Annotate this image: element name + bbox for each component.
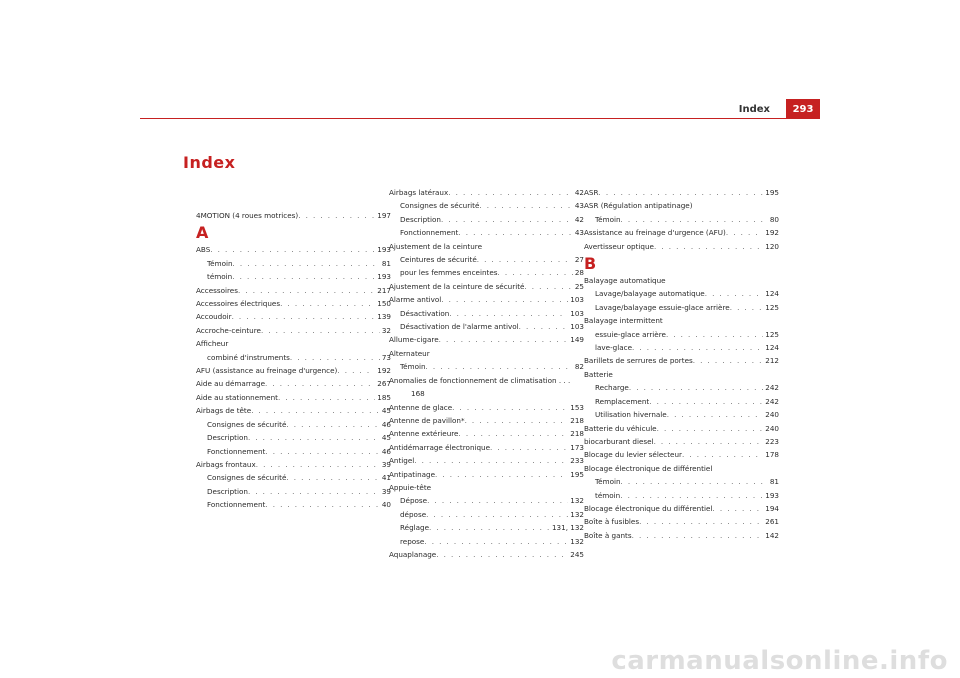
index-entry: Boîte à fusibles . . . 261 [584, 515, 779, 528]
index-subentry: Description . . . 39 [196, 485, 391, 498]
index-entry: Blocage électronique du différentiel . . . 194 [584, 502, 779, 515]
index-entry: ABS . . . 193 [196, 243, 391, 256]
index-entry: Batterie [584, 369, 613, 379]
index-entry: Airbags frontaux . . . 39 [196, 458, 391, 471]
index-entry: Balayage automatique [584, 276, 666, 286]
index-column-2 [389, 186, 584, 561]
index-entry: Batterie du véhicule . . . 240 [584, 422, 779, 435]
index-subentry: Fonctionnement . . . 43 [389, 226, 584, 239]
index-entry: Alternateur [389, 348, 430, 358]
section-letter-a: A [196, 223, 209, 243]
index-subentry: Dépose . . . 132 [389, 494, 584, 507]
index-subentry: Témoin . . . 81 [196, 257, 391, 270]
index-entry: Accroche-ceinture . . . 32 [196, 324, 391, 337]
index-subentry: Désactivation de l'alarme antivol . . . 103 [389, 320, 584, 333]
index-entry: Antenne de glace . . . 153 [389, 401, 584, 414]
index-subentry: Désactivation . . . 103 [389, 307, 584, 320]
index-entry: ASR . . . 195 [584, 186, 779, 199]
index-entry: Boîte à gants . . . 142 [584, 529, 779, 542]
index-entry: Afficheur [196, 339, 229, 349]
index-entry: Aide au stationnement . . . 185 [196, 391, 391, 404]
index-subentry: Description . . . 45 [196, 431, 391, 444]
index-subentry: Utilisation hivernale . . . 240 [584, 408, 779, 421]
index-entry: Aquaplanage . . . 245 [389, 548, 584, 561]
index-entry: Ajustement de la ceinture [389, 241, 483, 251]
index-entry: 4MOTION (4 roues motrices) . . . 197 [196, 209, 391, 222]
index-subentry: lave-glace . . . 124 [584, 341, 779, 354]
index-column-1 [196, 209, 391, 512]
index-subentry: Description . . . 42 [389, 213, 584, 226]
index-entry: Accessoires . . . 217 [196, 284, 391, 297]
header-title: Index [738, 104, 770, 115]
index-entry: Appuie-tête [389, 482, 432, 492]
index-entry: Antipatinage . . . 195 [389, 468, 584, 481]
index-subentry: Témoin . . . 80 [584, 213, 779, 226]
index-entry: Avertisseur optique . . . 120 [584, 240, 779, 253]
index-subentry: combiné d'instruments . . . 73 [196, 351, 391, 364]
page-number-badge: 293 [786, 99, 820, 119]
index-entry-continuation: 168 [411, 389, 425, 399]
index-entry: Accoudoir . . . 139 [196, 310, 391, 323]
header-rule [140, 118, 820, 119]
index-entry: Blocage du levier sélecteur . . . 178 [584, 448, 779, 461]
index-subentry: dépose . . . 132 [389, 508, 584, 521]
index-subentry: Remplacement . . . 242 [584, 395, 779, 408]
index-subentry: Ceintures de sécurité . . . 27 [389, 253, 584, 266]
index-subentry: essuie-glace arrière . . . 125 [584, 328, 779, 341]
index-subentry: Lavage/balayage automatique . . . 124 [584, 287, 779, 300]
index-entry: Antenne extérieure . . . 218 [389, 427, 584, 440]
index-entry: Airbags latéraux . . . 42 [389, 186, 584, 199]
watermark: carmanualsonline.info [611, 646, 948, 676]
index-entry: Antidémarrage électronique . . . 173 [389, 441, 584, 454]
index-entry: Alarme antivol . . . 103 [389, 293, 584, 306]
index-column-3 [584, 186, 779, 542]
index-subentry: Témoin . . . 81 [584, 475, 779, 488]
index-entry: Aide au démarrage . . . 267 [196, 377, 391, 390]
index-subentry: pour les femmes enceintes . . . 28 [389, 266, 584, 279]
index-subentry: Fonctionnement . . . 46 [196, 445, 391, 458]
index-subentry: témoin . . . 193 [196, 270, 391, 283]
index-subentry: témoin . . . 193 [584, 489, 779, 502]
index-subentry: Consignes de sécurité . . . 43 [389, 199, 584, 212]
index-entry: Antenne de pavillon* . . . 218 [389, 414, 584, 427]
index-entry: Anomalies de fonctionnement de climatisation . . . [389, 375, 571, 385]
index-subentry: Réglage . . . 131, 132 [389, 521, 584, 534]
index-entry: Barillets de serrures de portes . . . 212 [584, 354, 779, 367]
index-entry: ASR (Régulation antipatinage) [584, 201, 693, 211]
index-subentry: Recharge . . . 242 [584, 381, 779, 394]
index-subentry: Fonctionnement . . . 40 [196, 498, 391, 511]
section-letter-b: B [584, 254, 597, 274]
index-entry: biocarburant diesel . . . 223 [584, 435, 779, 448]
index-entry: Balayage intermittent [584, 316, 663, 326]
index-subentry: Lavage/balayage essuie-glace arrière . . . 125 [584, 301, 779, 314]
index-entry: Blocage électronique de différentiel [584, 463, 713, 473]
index-entry: AFU (assistance au freinage d'urgence) . . . 192 [196, 364, 391, 377]
index-subentry: Consignes de sécurité . . . 46 [196, 418, 391, 431]
index-entry: Airbags de tête . . . 45 [196, 404, 391, 417]
index-subentry: repose . . . 132 [389, 535, 584, 548]
index-subentry: Consignes de sécurité . . . 41 [196, 471, 391, 484]
index-entry: Ajustement de la ceinture de sécurité . . . 25 [389, 280, 584, 293]
index-entry: Assistance au freinage d'urgence (AFU) . . . 192 [584, 226, 779, 239]
index-entry: Allume-cigare . . . 149 [389, 333, 584, 346]
index-entry: Antigel . . . 233 [389, 454, 584, 467]
index-heading: Index [183, 153, 236, 172]
index-subentry: Témoin . . . 82 [389, 360, 584, 373]
index-entry: Accessoires électriques . . . 150 [196, 297, 391, 310]
